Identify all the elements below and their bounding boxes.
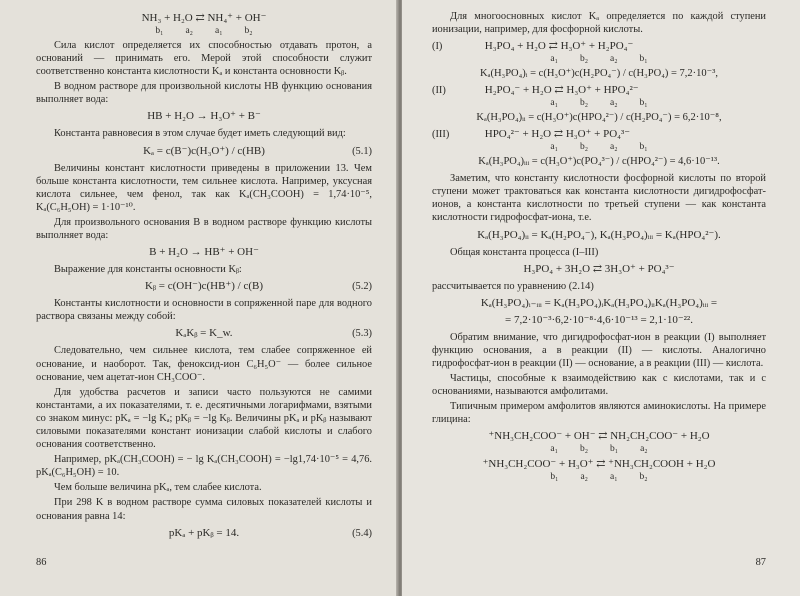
equation-subscripts bbox=[432, 472, 766, 482]
equation-pk bbox=[36, 527, 372, 540]
subscript-label: a₂ bbox=[610, 54, 618, 65]
subscript-label: a₁ bbox=[610, 472, 618, 483]
equation-body: H₃PO₄ + H₂O ⇄ H₃O⁺ + H₂PO₄⁻ bbox=[484, 40, 634, 53]
subscript-label: a₁ bbox=[215, 26, 223, 36]
equation: NH₃ + H₂O ⇄ NH₄⁺ + OH⁻ bbox=[141, 12, 267, 24]
equation-number: (5.3) bbox=[352, 328, 372, 340]
paragraph: рассчитывается по уравнению (2.14) bbox=[432, 280, 594, 292]
equation-ka bbox=[36, 145, 372, 158]
paragraph: Для многоосновных кислот Kₐ определяется по каждой ступени ионизации, например, для фосфорной кислоты. bbox=[432, 11, 766, 36]
equation-kw bbox=[36, 327, 372, 340]
paragraph: Чем больше величина pKₐ, тем слабее кислота. bbox=[54, 482, 262, 494]
subscript-label: b₂ bbox=[244, 26, 253, 36]
equation-subscripts bbox=[432, 98, 766, 108]
stage-2-equation bbox=[432, 84, 766, 97]
subscript-label: a₁ bbox=[550, 98, 558, 109]
equation-number: (5.1) bbox=[352, 145, 372, 157]
equation-kb bbox=[36, 280, 372, 293]
subscript-label: a₂ bbox=[610, 142, 618, 153]
equation-subscripts bbox=[432, 444, 766, 454]
subscript-label: b₁ bbox=[155, 26, 164, 36]
paragraph: Величины констант кислотности приведены в приложении 13. Чем больше константа кислотности, тем сильнее кислота. Например, уксусная кислота сильнее, чем фенол, так как Kₐ(CH₃COOH) = 1,74·10⁻⁵, Kₐ(C₆H₅OH) = 1·10⁻¹⁰. bbox=[36, 162, 372, 213]
paragraph: Выражение для константы основности Kᵦ: bbox=[54, 264, 242, 276]
subscript-label: b₂ bbox=[579, 142, 588, 153]
paragraph: Следовательно, чем сильнее кислота, тем слабее сопряженное ей основание, и наоборот. Так, феноксид-ион C₆H₅O⁻ — более сильное основание, чем ацетат-ион CH₃COO⁻. bbox=[36, 345, 372, 383]
subscript-label: b₂ bbox=[579, 444, 588, 455]
paragraph: Заметим, что константу кислотности фосфорной кислоты по второй ступени может трактоваться как константа кислотности дигидрофосфат-ионов, а константа кислотности по третьей ступени — как константа кислотности гидрофосфат-иона, т.е. bbox=[432, 173, 766, 224]
equation: HB + H₂O → H₃O⁺ + B⁻ bbox=[147, 110, 261, 123]
equation-body: Kₐ = c(B⁻)c(H₃O⁺) / c(HB) bbox=[143, 144, 265, 157]
paragraph: Обратим внимание, что дигидрофосфат-ион в реакции (I) выполняет функцию основания, а в реакции (II) — кислоты. Аналогично гидрофосфат-ион в реакции (II) — основание, а в реакции (III) — кислота. bbox=[432, 331, 766, 369]
page-number: 86 bbox=[36, 557, 47, 568]
stage-3-equation bbox=[432, 128, 766, 141]
stage-3-constant: Kₐ(H₃PO₄)ᵢᵢᵢ = c(H₃O⁺)c(PO₄³⁻) / c(HPO₄²⁻) = 4,6·10⁻¹³. bbox=[478, 156, 720, 168]
equation: Kₐ(H₃PO₄)ᵢᵢ = Kₐ(H₂PO₄⁻), Kₐ(H₃PO₄)ᵢᵢᵢ = Kₐ(HPO₄²⁻). bbox=[477, 228, 721, 241]
equation: Kₐ(H₃PO₄)ᵢ₋ᵢᵢᵢ = Kₐ(H₃PO₄)ᵢKₐ(H₃PO₄)ᵢᵢKₐ(H₃PO₄)ᵢᵢᵢ = bbox=[480, 296, 718, 309]
subscript-label: a₂ bbox=[640, 444, 648, 455]
paragraph: Например, pKₐ(CH₃COOH) = − lg Kₐ(CH₃COOH) = −lg1,74·10⁻⁵ = 4,76. pKₐ(C₆H₅OH) = 10. bbox=[36, 454, 372, 479]
stage-1-equation bbox=[432, 40, 766, 53]
subscript-label: b₁ bbox=[639, 98, 648, 109]
stage-tag: (II) bbox=[432, 85, 446, 97]
equation-body: HPO₄²⁻ + H₂O ⇄ H₃O⁺ + PO₄³⁻ bbox=[484, 128, 631, 141]
equation-subscripts bbox=[36, 26, 372, 36]
page-number: 87 bbox=[755, 557, 766, 568]
equation-body: H₂PO₄⁻ + H₂O ⇄ H₃O⁺ + HPO₄²⁻ bbox=[484, 84, 639, 97]
stage-tag: (I) bbox=[432, 41, 443, 53]
paragraph: Константы кислотности и основности в сопряженной паре для водного раствора связаны между собой: bbox=[36, 298, 372, 323]
subscript-label: b₁ bbox=[550, 472, 559, 483]
subscript-label: b₂ bbox=[639, 472, 648, 483]
paragraph: Для произвольного основания B в водном растворе функцию кислоты выполняет вода: bbox=[36, 216, 372, 242]
right-page bbox=[402, 0, 800, 596]
subscript-label: b₂ bbox=[579, 98, 588, 109]
stage-1-constant: Kₐ(H₃PO₄)ᵢ = c(H₃O⁺)c(H₂PO₄⁻) / c(H₃PO₄) = 7,2·10⁻³, bbox=[480, 68, 718, 80]
stage-2-constant: Kₐ(H₃PO₄)ᵢᵢ = c(H₃O⁺)c(HPO₄²⁻) / c(H₂PO₄⁻) = 6,2·10⁻⁸, bbox=[476, 112, 722, 124]
subscript-label: b₂ bbox=[579, 54, 588, 65]
equation-body: KₐKᵦ = K_w. bbox=[175, 327, 233, 340]
equation-subscripts bbox=[432, 142, 766, 152]
paragraph: Общая константа процесса (I–III) bbox=[450, 246, 599, 258]
left-page bbox=[0, 0, 398, 596]
subscript-label: a₂ bbox=[185, 26, 193, 36]
equation-subscripts bbox=[432, 54, 766, 64]
subscript-label: b₁ bbox=[639, 142, 648, 153]
subscript-label: a₂ bbox=[610, 98, 618, 109]
subscript-label: a₁ bbox=[550, 444, 558, 455]
equation-body: Kᵦ = c(OH⁻)c(HB⁺) / c(B) bbox=[144, 280, 264, 293]
paragraph: В водном растворе для произвольной кислоты HB функцию основания выполняет вода: bbox=[36, 81, 372, 106]
equation-number: (5.2) bbox=[352, 281, 372, 293]
subscript-label: b₁ bbox=[610, 444, 619, 455]
equation-number: (5.4) bbox=[352, 527, 372, 539]
paragraph: Типичным примером амфолитов являются аминокислоты. На примере глицина: bbox=[432, 401, 766, 426]
equation: = 7,2·10⁻³·6,2·10⁻⁸·4,6·10⁻¹³ = 2,1·10⁻²². bbox=[505, 313, 693, 326]
paragraph: Константа равновесия в этом случае будет иметь следующий вид: bbox=[54, 128, 346, 140]
equation: B + H₂O → HB⁺ + OH⁻ bbox=[149, 246, 259, 259]
subscript-label: a₁ bbox=[550, 142, 558, 153]
equation: ⁺NH₃CH₂COO⁻ + H₃O⁺ ⇄ ⁺NH₃CH₂COOH + H₂O bbox=[482, 458, 716, 471]
paragraph: Частицы, способные к взаимодействию как с кислотами, так и с основаниями, называются амфолитами. bbox=[432, 373, 766, 398]
paragraph: Для удобства расчетов и записи часто пользуются не самими константами, а их показателями, т. е. десятичными логарифмами, взятыми со знаком минус: pKₐ = −lg Kₐ; pKᵦ = −lg Kᵦ. Величины pKₐ и pKᵦ называют силовыми показателями констант ионизации слабой кислоты и слабого основания соответственно. bbox=[36, 386, 372, 451]
subscript-label: b₁ bbox=[639, 54, 648, 65]
equation: H₃PO₄ + 3H₂O ⇄ 3H₃O⁺ + PO₄³⁻ bbox=[523, 262, 675, 275]
paragraph: Сила кислот определяется их способностью отдавать протон, а оснований — принимать его. Мерой этой способности служит соответственно константа кислотности Kₐ и константа основности Kᵦ. bbox=[36, 40, 372, 78]
equation-body: pKₐ + pKᵦ = 14. bbox=[168, 526, 240, 539]
paragraph: При 298 K в водном растворе сумма силовых показателей кислоты и основания равна 14: bbox=[36, 497, 372, 522]
subscript-label: a₁ bbox=[550, 54, 558, 65]
subscript-label: a₂ bbox=[580, 472, 588, 483]
equation: ⁺NH₃CH₂COO⁻ + OH⁻ ⇄ NH₂CH₂COO⁻ + H₂O bbox=[488, 430, 710, 443]
stage-tag: (III) bbox=[432, 129, 450, 141]
